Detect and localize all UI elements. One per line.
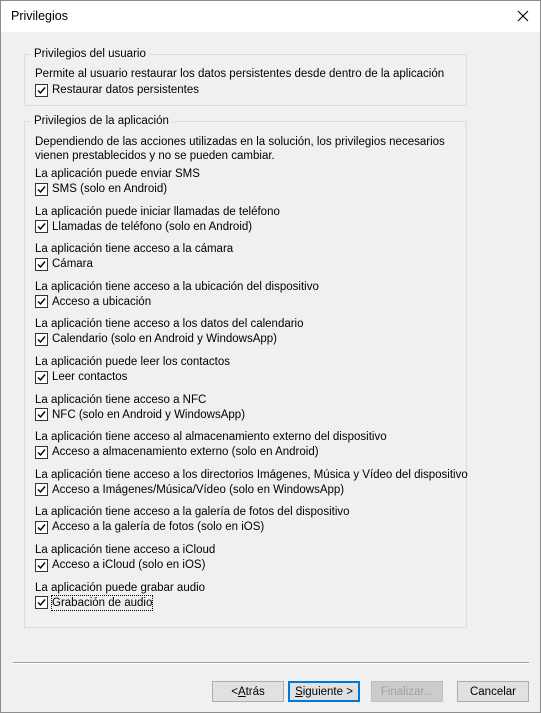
privilege-caption: La aplicación tiene acceso al almacenamiento externo del dispositivo <box>35 431 387 444</box>
privilege-caption: La aplicación tiene acceso a la cámara <box>35 243 234 256</box>
checkbox-box[interactable] <box>35 408 48 421</box>
checkbox-box[interactable] <box>35 446 48 459</box>
privilege-caption: La aplicación tiene acceso a la galería de fotos del dispositivo <box>35 506 350 519</box>
group-description: Permite al usuario restaurar los datos persistentes desde dentro de la aplicación <box>35 68 445 80</box>
checkmark-icon <box>37 485 46 494</box>
privilege-checkbox[interactable] <box>35 331 277 347</box>
checkbox-label: NFC (solo en Android y WindowsApp) <box>52 408 246 421</box>
privilege-caption: La aplicación puede grabar audio <box>35 581 206 594</box>
checkmark-icon <box>37 523 46 532</box>
button-separator <box>13 662 529 664</box>
privilege-caption: La aplicación tiene acceso a NFC <box>35 393 207 406</box>
group-description: Dependiendo de las acciones utilizadas en la solución, los privilegios necesarios vienen prestablecidos y no se pueden cambiar. <box>35 136 445 162</box>
checkbox-box[interactable] <box>35 84 48 97</box>
privilege-checkbox[interactable] <box>35 519 264 535</box>
checkbox-box[interactable] <box>35 220 48 233</box>
privilege-caption: La aplicación tiene acceso a los directorios Imágenes, Música y Vídeo del dispositivo <box>35 468 468 481</box>
finish-button[interactable]: Finalizar... <box>371 681 443 702</box>
privilege-checkbox[interactable] <box>35 369 127 385</box>
checkmark-icon <box>37 297 46 306</box>
privilege-checkbox[interactable] <box>35 219 252 235</box>
checkbox-label: Grabación de audio <box>52 596 153 609</box>
privilege-caption: La aplicación tiene acceso a la ubicación del dispositivo <box>35 280 319 293</box>
checkbox-label: Acceso a la galería de fotos (solo en iOS) <box>52 521 265 534</box>
back-button[interactable]: < A trás <box>212 681 284 702</box>
privilege-caption: La aplicación puede leer los contactos <box>35 356 230 368</box>
app-privileges-group <box>24 115 468 628</box>
close-icon <box>517 10 529 22</box>
privilege-checkbox[interactable] <box>35 294 151 310</box>
privilege-caption: La aplicación tiene acceso a iCloud <box>35 544 216 556</box>
checkmark-icon <box>37 222 46 231</box>
checkmark-icon <box>37 185 46 194</box>
privilege-checkbox[interactable] <box>35 595 152 611</box>
privilege-caption: La aplicación tiene acceso a los datos del calendario <box>35 318 304 331</box>
checkbox-label: Restaurar datos persistentes <box>52 84 200 96</box>
checkbox-label: Acceso a iCloud (solo en iOS) <box>52 559 206 571</box>
checkbox-label: Calendario (solo en Android y WindowsApp) <box>52 333 278 346</box>
privilege-checkbox[interactable] <box>35 181 167 197</box>
title-bar[interactable] <box>1 1 540 32</box>
privilege-checkbox[interactable] <box>35 482 344 498</box>
checkmark-icon <box>37 373 46 382</box>
privilege-checkbox[interactable] <box>35 444 319 460</box>
checkmark-icon <box>37 598 46 607</box>
checkbox-box[interactable] <box>35 559 48 572</box>
window-title: Privilegios <box>11 9 68 23</box>
checkbox-box[interactable] <box>35 333 48 346</box>
checkbox-box[interactable] <box>35 596 48 609</box>
privilege-caption: La aplicación puede enviar SMS <box>35 168 200 180</box>
checkbox-label: Llamadas de teléfono (solo en Android) <box>52 220 253 233</box>
checkbox-label: Cámara <box>52 258 93 271</box>
restore-data-checkbox[interactable] <box>35 82 199 98</box>
close-button[interactable] <box>514 7 532 25</box>
privilege-caption: La aplicación puede iniciar llamadas de teléfono <box>35 205 280 218</box>
checkbox-box[interactable] <box>35 483 48 496</box>
checkmark-icon <box>37 448 46 457</box>
checkbox-label: SMS (solo en Android) <box>52 183 168 195</box>
checkmark-icon <box>37 410 46 419</box>
checkbox-label: Leer contactos <box>52 371 128 383</box>
user-privileges-group <box>24 48 467 106</box>
checkbox-label: Acceso a ubicación <box>52 295 152 308</box>
checkbox-box[interactable] <box>35 258 48 271</box>
checkbox-box[interactable] <box>35 521 48 534</box>
checkbox-box[interactable] <box>35 295 48 308</box>
privilege-checkbox[interactable] <box>35 557 205 573</box>
checkmark-icon <box>37 335 46 344</box>
next-button[interactable]: S iguiente > <box>288 681 360 702</box>
checkbox-box[interactable] <box>35 183 48 196</box>
checkmark-icon <box>37 260 46 269</box>
checkbox-box[interactable] <box>35 371 48 384</box>
privilege-checkbox[interactable] <box>35 256 93 272</box>
group-legend: Privilegios del usuario <box>31 47 149 61</box>
checkmark-icon <box>37 86 46 95</box>
checkmark-icon <box>37 561 46 570</box>
cancel-button[interactable]: Cancelar <box>457 681 529 702</box>
checkbox-label: Acceso a Imágenes/Música/Vídeo (solo en WindowsApp) <box>52 483 345 496</box>
group-legend: Privilegios de la aplicación <box>31 114 172 128</box>
checkbox-label: Acceso a almacenamiento externo (solo en Android) <box>52 446 319 459</box>
privilege-checkbox[interactable] <box>35 407 245 423</box>
